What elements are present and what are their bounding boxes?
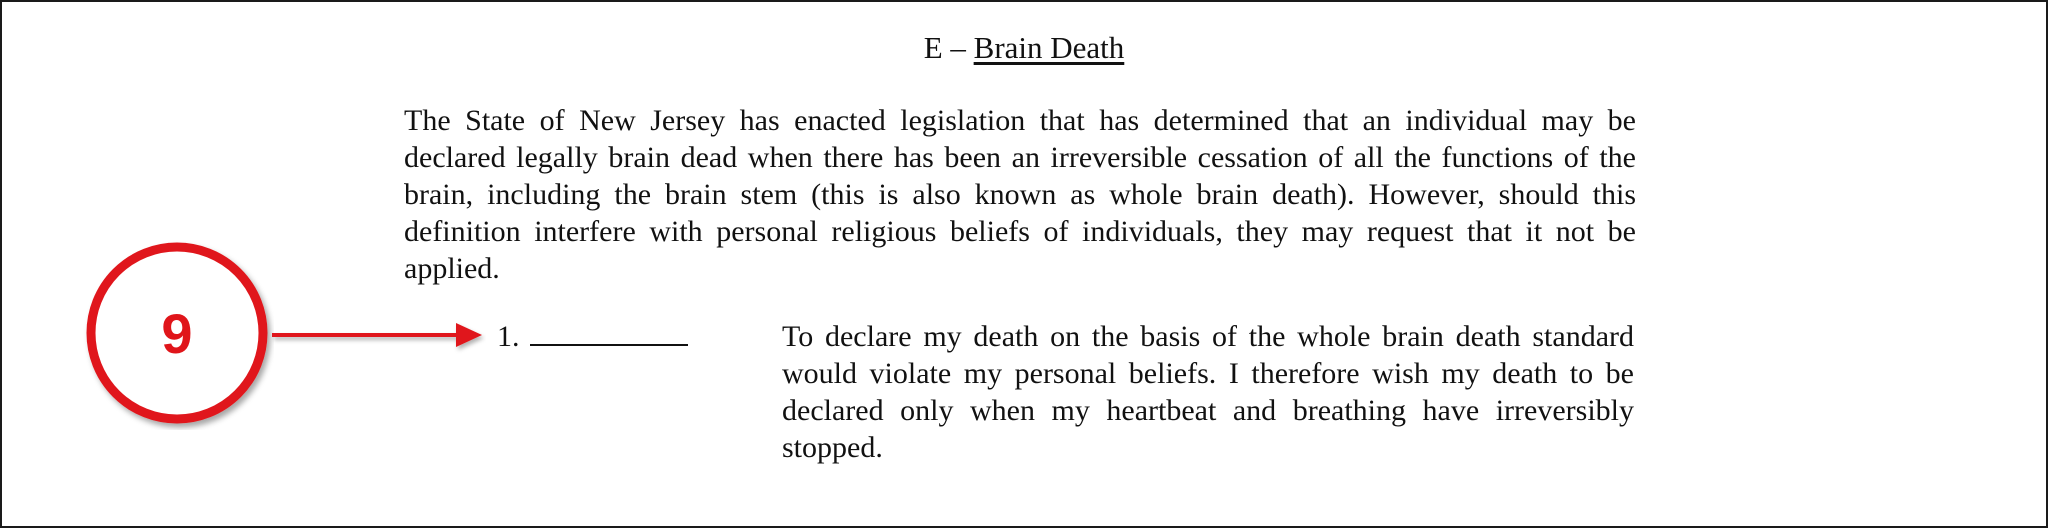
section-title bbox=[0, 28, 2048, 68]
section-heading: Brain Death bbox=[973, 30, 1125, 65]
section-prefix: E – bbox=[923, 30, 974, 65]
initials-blank-line[interactable] bbox=[530, 318, 688, 346]
right-arrow-icon bbox=[270, 318, 486, 354]
intro-paragraph: The State of New Jersey has enacted legislation that has determined that an individual may be declared legally brain dead when there has been an irreversible cessation of all the functions of the brain, including the brain stem (this is also known as whole brain death). However, should this definition interfere with personal religious beliefs of individuals, they may request that it not be applied. bbox=[404, 104, 1636, 285]
option-text: To declare my death on the basis of the whole brain death standard would violate my personal beliefs. I therefore wish my death to be declared only when my heartbeat and breathing have irreversibly stopped. bbox=[782, 320, 1634, 464]
option-number: 1. bbox=[497, 320, 520, 353]
callout-number: 9 bbox=[161, 301, 193, 365]
option-item bbox=[497, 318, 688, 355]
